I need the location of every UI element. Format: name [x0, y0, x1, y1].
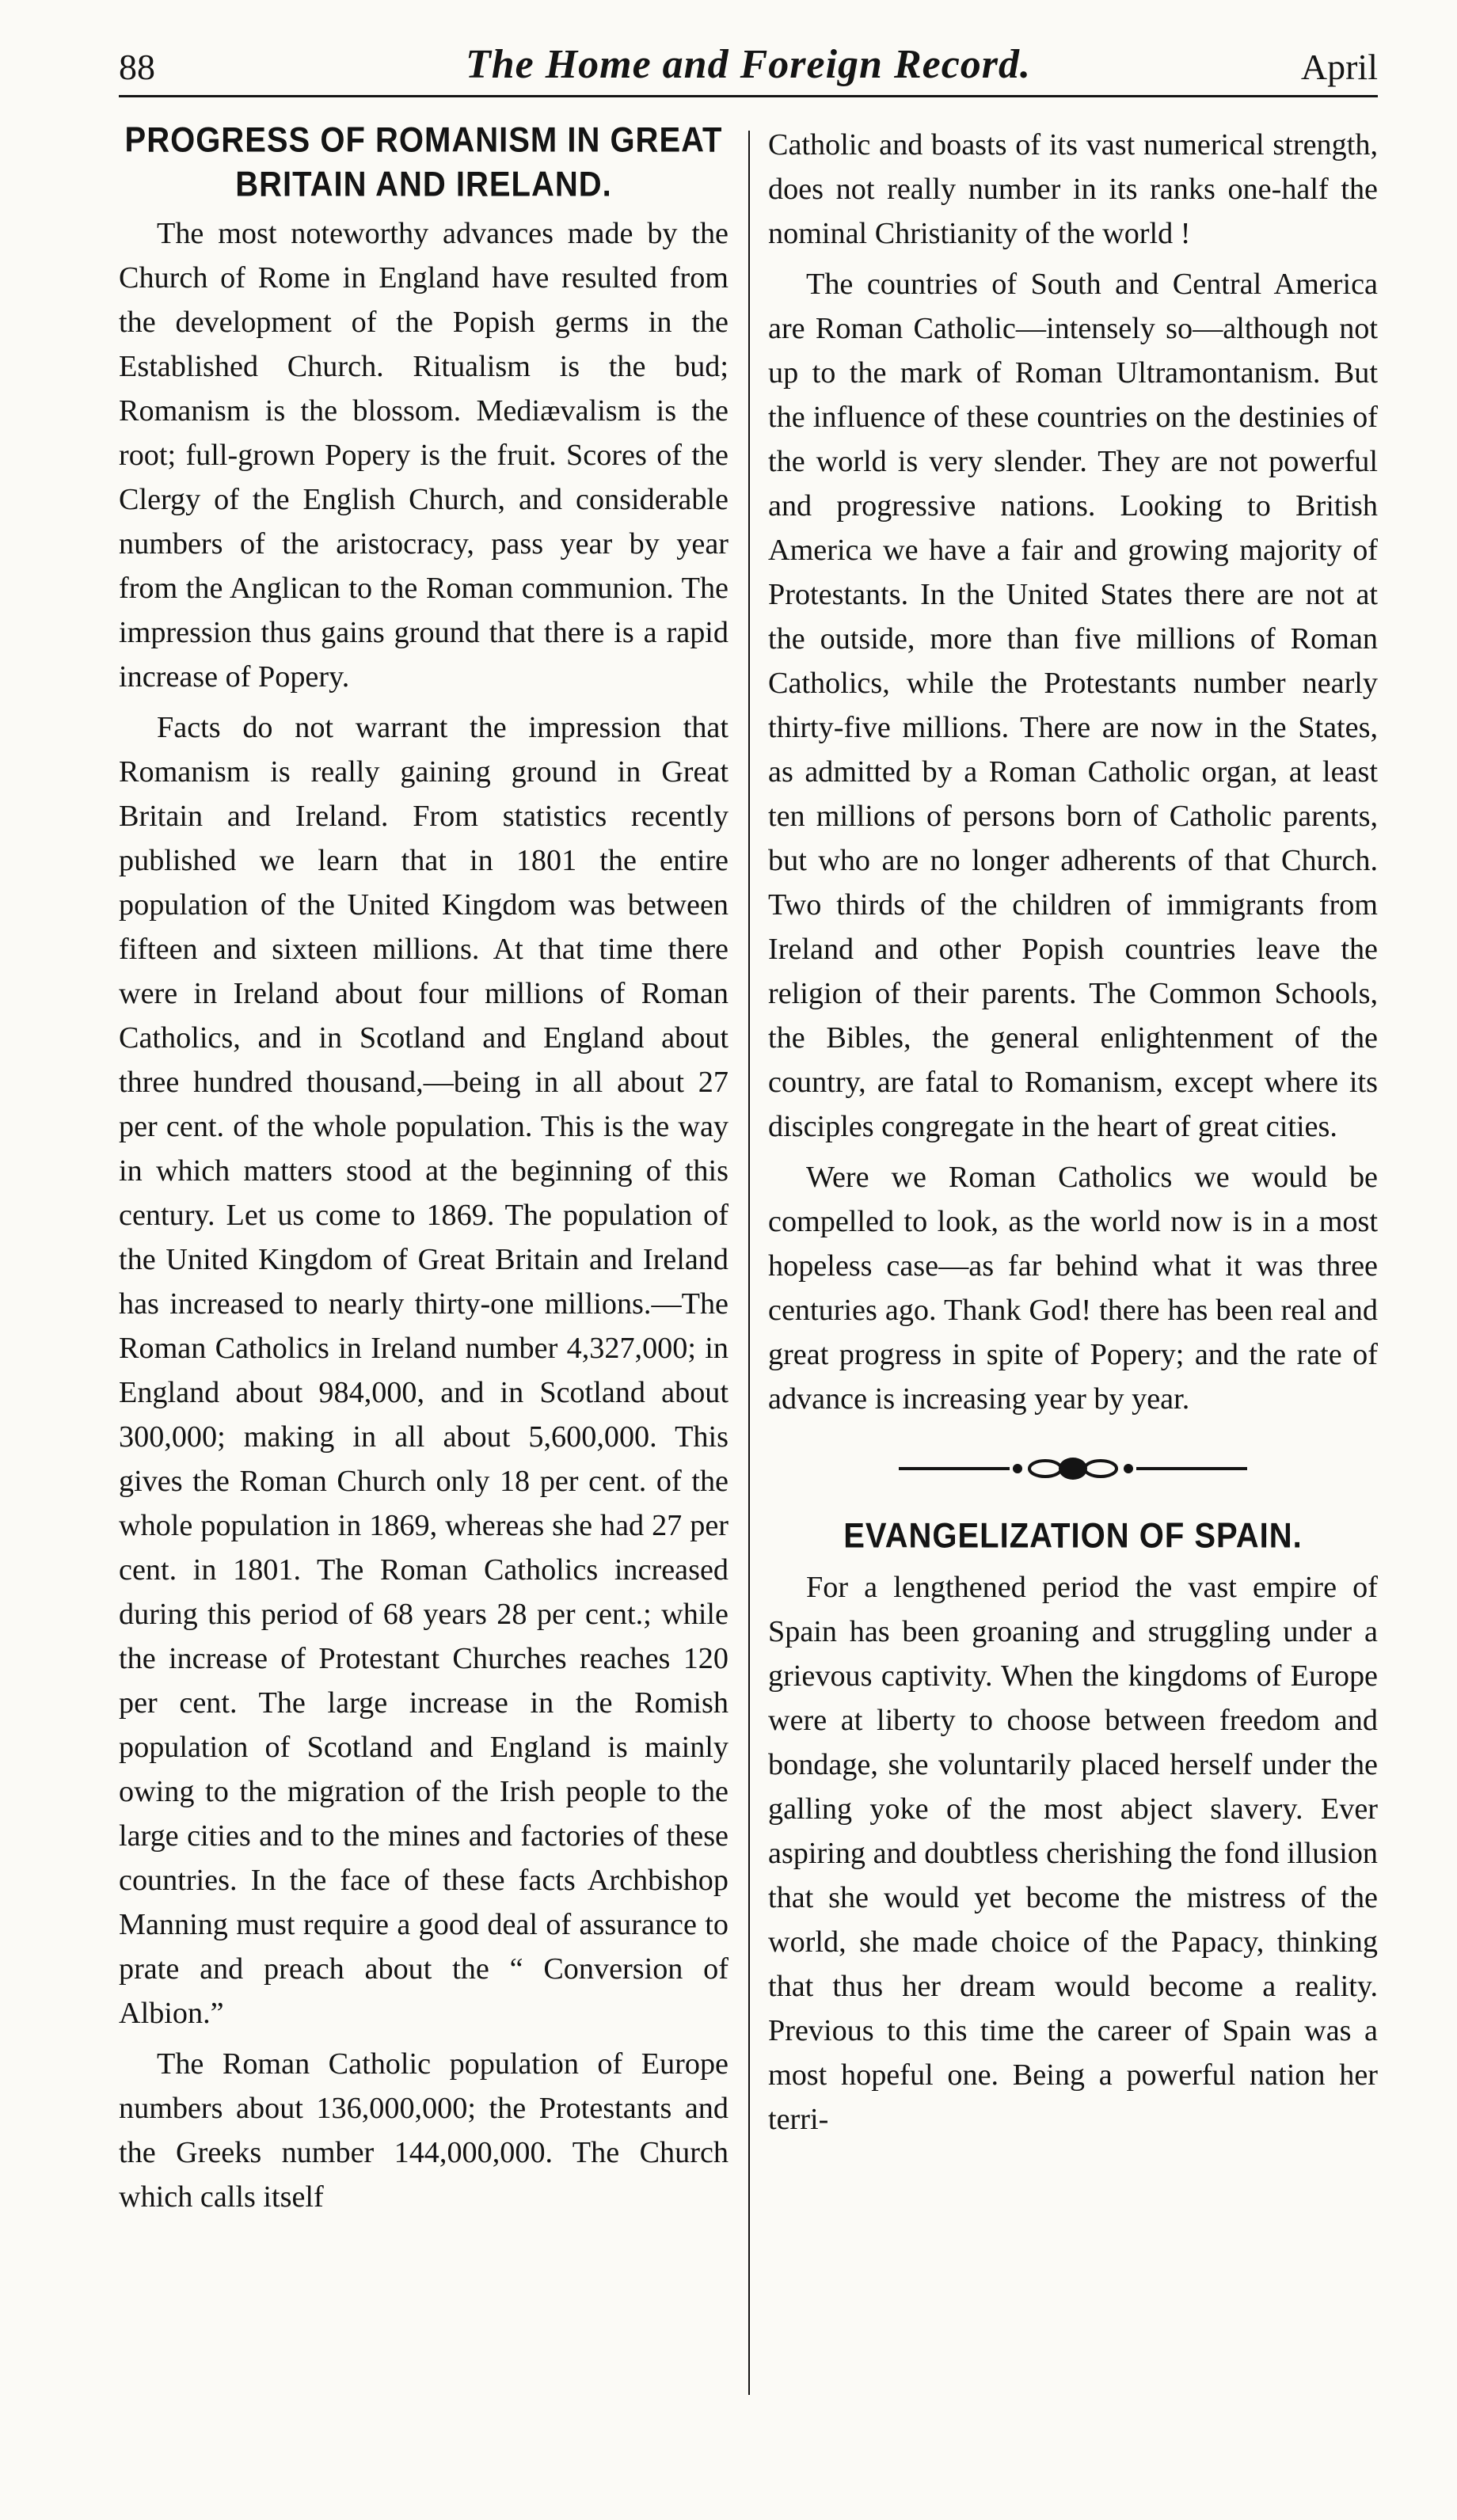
article-paragraph: For a lengthened period the vast empire of Spain has been groaning and struggling under a grievous captivity. When the kingdoms of Europe were at liberty to choose between freedom and bondage, she voluntarily placed herself under the galling yoke of the most abject slavery. Ever aspiring and doubtless cherishing the fond illusion that she would yet become the mistress of the world, she made choice of the Papacy, thinking that thus her dream would become a reality. Previous to this time the career of Spain was a most hopeful one. Being a powerful nation her terri- [768, 1571, 1379, 2136]
article-paragraph: Were we Roman Catholics we would be compelled to look, as the world now is in a most hopeless case—as far behind what it was three centuries ago. Thank God! there has been real and great progress in spite of Popery; and the rate of advance is increasing year by year. [768, 1161, 1378, 1416]
article-title: PROGRESS OF ROMANISM IN GREAT BRITAIN AND IRELAND. [124, 120, 723, 204]
right-column [768, 123, 1378, 2148]
article-paragraph: The countries of South and Central America are Roman Catholic—intensely so—although not up to the mark of Roman Ultramontanism. But the influence of these countries on the destinies of the world is very slender. They are not powerful and progressive nations. Looking to British America we have a fair and growing majority of Protestants. In the United States there are not at the outside, more than five millions of Roman Catholics, while the Protestants number nearly thirty-five millions. There are now in the States, as admitted by a Roman Catholic organ, at least ten millions of persons born of Catholic parents, but who are no longer adherents of that Church. Two thirds of the children of immigrants from Ireland and other Popish countries leave the religion of their parents. The Common Schools, the Bibles, the general enlightenment of the country, are fatal to Romanism, except where its disciples congregate in the heart of great cities. [768, 268, 1378, 1143]
column-rule [748, 131, 750, 2395]
page [119, 40, 1378, 2478]
page-number: 88 [119, 47, 155, 87]
journal-title: The Home and Foreign Record. [465, 42, 1032, 87]
article-title: EVANGELIZATION OF SPAIN. [843, 1516, 1303, 1556]
article-paragraph: Facts do not warrant the impression that Romanism is really gaining ground in Great Britain and Ireland. From statistics recently published we learn that in 1801 the entire population of the United Kingdom was between fifteen and sixteen millions. At that time there were in Ireland about four millions of Roman Catholics, and in Scotland and England about three hundred thousand,—being in all about 27 per cent. of the whole population. This is the way in which matters stood at the beginning of this century. Let us come to 1869. The population of the United Kingdom of Great Britain and Ireland has increased to nearly thirty-one millions.—The Roman Catholics in Ireland number 4,327,000; in England about 984,000, and in Scotland about 300,000; making in all about 5,600,000. This gives the Roman Church only 18 per cent. of the whole population in 1869, whereas she had 27 per cent. in 1801. The Roman Catholics increased during this period of 68 years 28 per cent.; while the increase of Protestant Churches reaches 120 per cent. The large increase in the Romish population of Scotland and England is mainly owing to the migration of the Irish people to the large cities and to the mines and factories of these countries. In the face of these facts Archbishop Manning must require a good deal of assurance to prate and preach about the “ Conversion of Albion.” [119, 711, 728, 2030]
section-divider-ornament [891, 1453, 1255, 1484]
running-head [119, 40, 1378, 97]
article-columns [119, 120, 1379, 2478]
issue-month: April [1300, 47, 1378, 87]
left-column [119, 120, 728, 2225]
article-paragraph: The Roman Catholic population of Europe numbers about 136,000,000; the Protestants and the Greeks number 144,000,000. The Church which calls itself [119, 2047, 728, 2214]
article-paragraph-continued: Catholic and boasts of its vast numerical strength, does not really number in its ranks one-half the nominal Christianity of the world ! [768, 128, 1378, 250]
article-paragraph: The most noteworthy advances made by the Church of Rome in England have resulted from the development of the Popish germs in the Established Church. Ritualism is the bud; Romanism is the blossom. Mediævalism is the root; full-grown Popery is the fruit. Scores of the Clergy of the English Church, and considerable numbers of the aristocracy, pass year by year from the Anglican to the Roman communion. The impression thus gains ground that there is a rapid increase of Popery. [119, 217, 728, 694]
ornament-icon [891, 1453, 1255, 1484]
